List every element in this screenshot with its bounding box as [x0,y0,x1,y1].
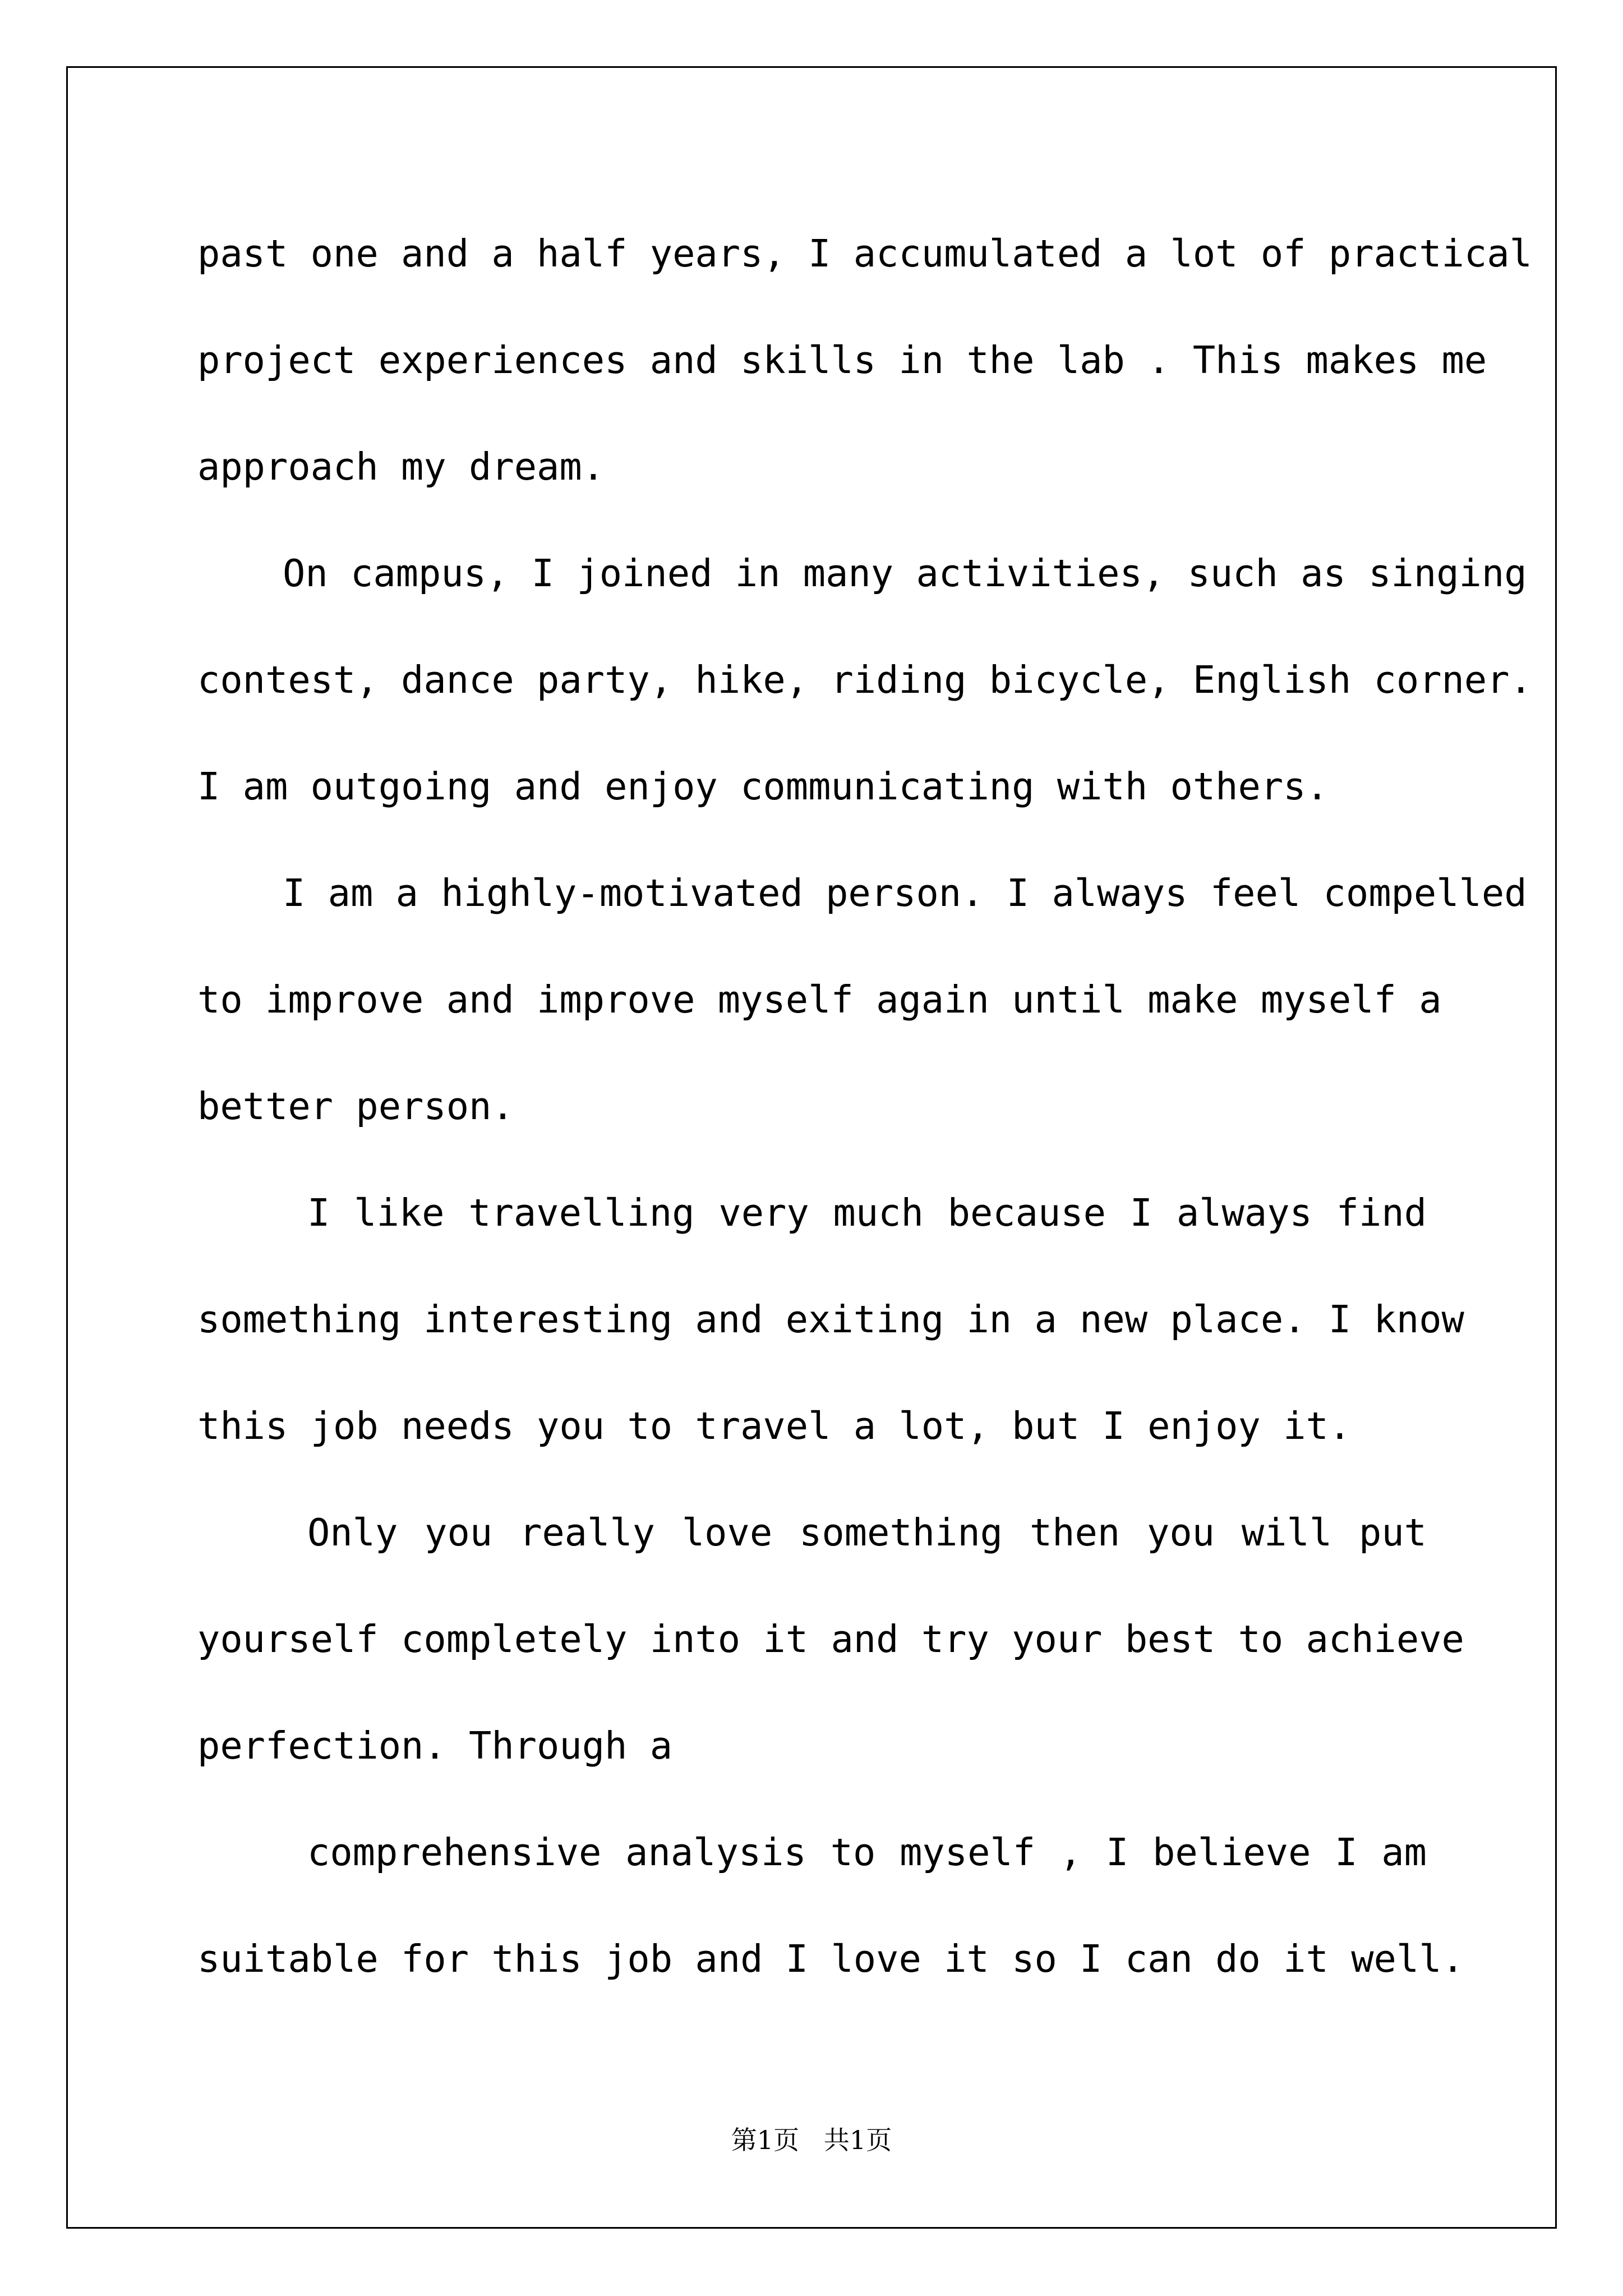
text-line: to improve and improve myself again until make myself a [197,978,1442,1022]
paragraph-first-line: Only you really love something then you will put [307,1511,1427,1554]
text-line: better person. [197,1084,514,1128]
text-line: this job needs you to travel a lot, but I enjoy it. [197,1404,1352,1448]
text-line: contest, dance party, hike, riding bicycle, English corner. [197,658,1532,702]
page-number-footer: 第1页 共1页 [731,2125,892,2155]
paragraph-first-line: I like travelling very much because I always find [307,1191,1427,1235]
paragraph-first-line: I am a highly-motivated person. I always feel compelled [283,871,1527,915]
paragraph-first-line: On campus, I joined in many activities, such as singing [283,551,1527,595]
text-line: perfection. Through a [197,1724,673,1768]
text-line: yourself completely into it and try your best to achieve [197,1617,1464,1661]
text-line: something interesting and exiting in a new place. I know [197,1297,1464,1341]
text-line: project experiences and skills in the lab . This makes me [197,338,1487,382]
text-line: suitable for this job and I love it so I can do it well. [197,1937,1464,1981]
text-line: I am outgoing and enjoy communicating with others. [197,765,1329,808]
text-line: approach my dream. [197,445,605,489]
text-line: past one and a half years, I accumulated a lot of practical [197,232,1532,275]
paragraph-first-line: comprehensive analysis to myself , I believe I am [307,1830,1427,1874]
